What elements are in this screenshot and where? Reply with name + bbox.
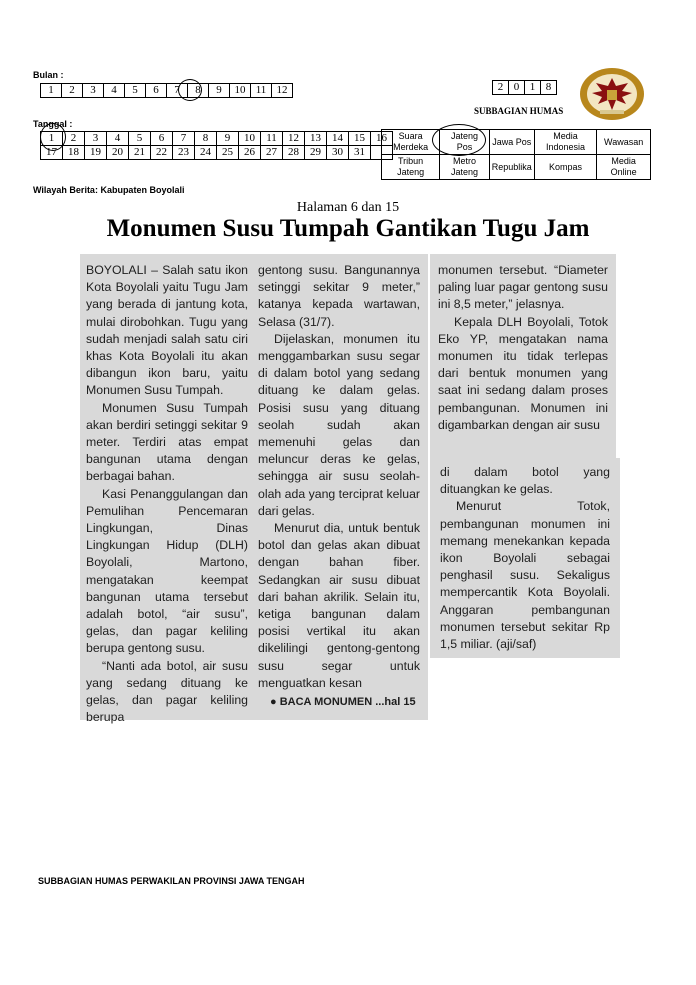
garuda-emblem (578, 66, 646, 122)
paragraph: Kasi Penanggulangan dan Pemulihan Pencemaran Lingkungan, Dinas Lingkungan Hidup (DLH) Boyolali, Martono, mengatakan keempat bangunan utama tersebut adalah botol, “air susu”, gelas, dan pagar keliling berupa gentong susu. (86, 486, 248, 656)
footer: SUBBAGIAN HUMAS PERWAKILAN PROVINSI JAWA TENGAH (38, 876, 305, 886)
paragraph: “Nanti ada botol, air susu yang sedang dituang ke gelas, dan pagar keliling berupa (86, 658, 248, 725)
date-cell: 25 (217, 146, 239, 160)
media-option: Tribun Jateng (382, 155, 440, 180)
date-cell: 5 (129, 132, 151, 146)
tanggal-label: Tanggal : (33, 119, 73, 129)
bulan-label: Bulan : (33, 70, 64, 80)
date-cell: 11 (261, 132, 283, 146)
date-cell: 18 (63, 146, 85, 160)
media-option: Jateng Pos (440, 130, 490, 155)
year-box (492, 80, 557, 95)
date-cell: 21 (129, 146, 151, 160)
paragraph: Monumen Susu Tumpah akan berdiri setinggi sekitar 9 meter. Terdiri atas empat bangunan utama dengan berbagai bahan. (86, 400, 248, 484)
date-cell: 6 (151, 132, 173, 146)
headline: Monumen Susu Tumpah Gantikan Tugu Jam (106, 215, 590, 242)
paragraph: gentong susu. Bangunannya setinggi sekitar 9 meter,” katanya kepada wartawan, Selasa (31/7). (258, 263, 420, 329)
date-cell: 24 (195, 146, 217, 160)
media-option: Metro Jateng (440, 155, 490, 180)
date-cell: 4 (107, 132, 129, 146)
date-cell: 13 (305, 132, 327, 146)
paragraph: BOYOLALI – Salah satu ikon Kota Boyolali yaitu Tugu Jam yang berada di jantung kota, mulai dirobohkan. Tugu yang sudah menjadi salah satu ciri khas Kota Boyolali itu akan dibangun ikon baru, yaitu Monumen Susu Tumpah. (86, 263, 248, 398)
media-option: Kompas (534, 155, 597, 180)
article-column-3b (440, 464, 610, 653)
media-option: Media Online (597, 155, 651, 180)
month-cell: 4 (104, 84, 125, 98)
month-cell: 3 (83, 84, 104, 98)
date-cell: 9 (217, 132, 239, 146)
date-cell: 1 (41, 132, 63, 146)
article-column-1 (86, 262, 248, 726)
date-cell: 7 (173, 132, 195, 146)
paragraph: di dalam botol yang dituangkan ke gelas. (440, 465, 610, 497)
date-cell: 8 (195, 132, 217, 146)
media-table (381, 129, 651, 180)
page-reference: Halaman 6 dan 15 (296, 200, 400, 215)
date-cell: 16 (371, 132, 393, 146)
month-cell: 6 (146, 84, 167, 98)
media-option: Jawa Pos (489, 130, 534, 155)
article-column-2 (258, 262, 420, 692)
month-cell: 11 (251, 84, 272, 98)
date-cell: 15 (349, 132, 371, 146)
article-column-3a (438, 262, 608, 434)
month-cell: 10 (230, 84, 251, 98)
paragraph: monumen tersebut. “Diameter paling luar pagar gentong susu ini 8,5 meter,” jelasnya. (438, 263, 608, 312)
date-cell: 22 (151, 146, 173, 160)
month-cell: 9 (209, 84, 230, 98)
year-digit-cell: 2 (493, 81, 509, 95)
media-option: Wawasan (597, 130, 651, 155)
baca-reference (270, 696, 416, 708)
date-cell: 2 (63, 132, 85, 146)
paragraph: Kepala DLH Boyolali, Totok Eko YP, mengatakan nama monumen itu tidak terlepas dari bentuk monumen yang saat ini sedang dalam proses pembangunan. Monumen ini digambarkan dengan air susu (438, 314, 608, 432)
date-cell: 23 (173, 146, 195, 160)
media-option: Media Indonesia (534, 130, 597, 155)
selected-month-circle (178, 79, 202, 101)
month-grid (40, 83, 293, 98)
date-cell: 29 (305, 146, 327, 160)
date-cell: 3 (85, 132, 107, 146)
date-cell: 12 (283, 132, 305, 146)
month-cell: 8 (188, 84, 209, 98)
paragraph: Menurut dia, untuk bentuk botol dan gelas akan dibuat dengan bahan fiber. Sedangkan air susu dibuat dari bahan akrilik. Selain itu, ketiga bangunan dalam posisi vertikal itu akan dikelilingi gentong-gentong susu segar untuk menguatkan kesan (258, 521, 420, 690)
date-cell: 14 (327, 132, 349, 146)
paragraph: Menurut Totok, pembangunan monumen ini memang menekankan kepada ikon Boyolali sebagai penghasil susu. Sekaligus mempercantik Kota Boyolali. Anggaran pembangunan monumen tersebut sekitar Rp 1,5 miliar. (aji/saf) (440, 499, 610, 652)
month-cell: 2 (62, 84, 83, 98)
date-cell: 28 (283, 146, 305, 160)
wilayah-berita: Wilayah Berita: Kabupaten Boyolali (33, 185, 185, 195)
date-cell: 26 (239, 146, 261, 160)
selected-date-circle (40, 123, 66, 151)
date-cell: 31 (349, 146, 371, 160)
month-cell: 12 (272, 84, 293, 98)
selected-media-circle (432, 124, 486, 156)
month-cell: 5 (125, 84, 146, 98)
month-cell: 1 (41, 84, 62, 98)
year-digit-cell: 8 (541, 81, 557, 95)
org-name: SUBBAGIAN HUMAS (474, 106, 564, 116)
year-digit-cell: 0 (509, 81, 525, 95)
date-cell: 20 (107, 146, 129, 160)
year-digit-cell: 1 (525, 81, 541, 95)
date-cell: 27 (261, 146, 283, 160)
baca-text: BACA MONUMEN ...hal 15 (279, 696, 416, 708)
date-cell: 17 (41, 146, 63, 160)
media-option: Suara Merdeka (382, 130, 440, 155)
month-cell: 7 (167, 84, 188, 98)
media-option: Republika (489, 155, 534, 180)
bullet-icon: ● (270, 696, 280, 708)
date-grid (40, 131, 393, 160)
date-cell: 30 (327, 146, 349, 160)
date-cell: 19 (85, 146, 107, 160)
paragraph: Dijelaskan, monumen itu menggambarkan susu segar di dalam botol yang sedang dituang ke dalam gelas. Posisi susu yang dituang seolah sudah akan memenuhi gelas dan meluncur deras ke gelas, sehingga air susu seolah-olah ada yang terciprat keluar dari gelas. (258, 331, 421, 518)
date-cell: 10 (239, 132, 261, 146)
